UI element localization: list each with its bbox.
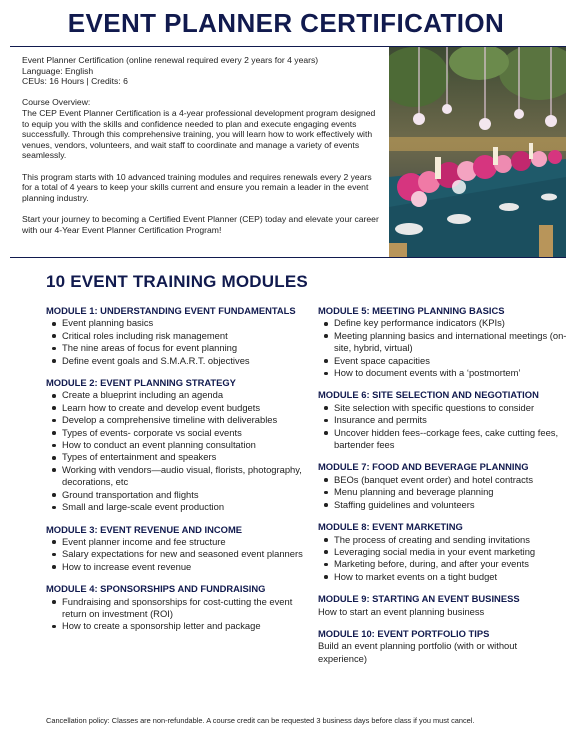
- module-7: [318, 461, 568, 511]
- module-9: [318, 593, 568, 618]
- cta-paragraph: Start your journey to becoming a Certified Event Planner (CEP) today and elevate your career with our 4-Year Event Planner Certification Program!: [22, 213, 379, 235]
- module-title: MODULE 6: SITE SELECTION AND NEGOTIATION: [318, 389, 539, 401]
- module-item: The nine areas of focus for event planning: [62, 342, 308, 354]
- module-item: How to document events with a ‘postmortem’: [334, 367, 568, 379]
- overview-paragraph: The CEP Event Planner Certification is a 4-year professional development program designed to equip you with the skills and confidence needed to plan and execute engaging events successfully. Through this comprehensive training, you will learn how to work effectively with venues, vendors, volunteers, and wait staff to coordinate and manage a variety of events seamlessly.: [22, 107, 376, 161]
- module-1: [46, 305, 308, 367]
- module-item: Learn how to create and develop event budgets: [62, 402, 308, 414]
- module-title: MODULE 10: EVENT PORTFOLIO TIPS: [318, 627, 490, 639]
- module-text: How to start an event planning business: [318, 605, 485, 617]
- module-10: [318, 628, 568, 665]
- module-item: How to market events on a tight budget: [334, 571, 568, 583]
- module-5: [318, 305, 568, 379]
- module-item: Create a blueprint including an agenda: [62, 389, 308, 401]
- module-text: Build an event planning portfolio (with or without experience): [318, 640, 518, 664]
- module-item: The process of creating and sending invitations: [334, 534, 568, 546]
- module-title: MODULE 2: EVENT PLANNING STRATEGY: [46, 377, 236, 389]
- overview-label: Course Overview:: [22, 97, 91, 108]
- language-line: Language: English: [22, 65, 94, 76]
- module-item: Marketing before, during, and after your events: [334, 558, 568, 570]
- module-item: Develop a comprehensive timeline with deliverables: [62, 414, 308, 426]
- module-6: [318, 389, 568, 451]
- module-item: Small and large-scale event production: [62, 501, 308, 513]
- modules-right-column: [318, 305, 568, 675]
- cancellation-policy: Cancellation policy: Classes are non-refundable. A course credit can be requested 3 business days before class if you must cancel.: [46, 716, 475, 725]
- module-item: Define key performance indicators (KPIs): [334, 317, 568, 329]
- event-table-photo: [389, 47, 566, 257]
- module-title: MODULE 4: SPONSORSHIPS AND FUNDRAISING: [46, 583, 266, 595]
- program-paragraph: This program starts with 10 advanced training modules and requires renewals every 2 years for a total of 4 years to keep your skills current and ensure you remain a leader in the event planning industry.: [22, 171, 372, 203]
- modules-heading: 10 EVENT TRAINING MODULES: [46, 272, 308, 291]
- module-title: MODULE 3: EVENT REVENUE AND INCOME: [46, 523, 243, 535]
- module-8: [318, 521, 568, 583]
- module-3: [46, 524, 308, 574]
- module-item: Leveraging social media in your event marketing: [334, 546, 568, 558]
- intro-text: [22, 55, 384, 235]
- intro-section: [10, 46, 566, 258]
- modules-left-column: [46, 305, 308, 643]
- module-item: Fundraising and sponsorships for cost-cutting the event return on investment (ROI): [62, 596, 308, 621]
- module-item: Event planner income and fee structure: [62, 536, 308, 548]
- module-item: Event planning basics: [62, 317, 308, 329]
- course-name-line: Event Planner Certification (online renewal required every 2 years for 4 years): [22, 55, 319, 65]
- module-item: Menu planning and beverage planning: [334, 486, 568, 498]
- module-item: Types of entertainment and speakers: [62, 451, 308, 463]
- module-2: [46, 377, 308, 513]
- module-title: MODULE 5: MEETING PLANNING BASICS: [318, 305, 505, 316]
- module-item: Event space capacities: [334, 355, 568, 367]
- module-title: MODULE 8: EVENT MARKETING: [318, 521, 463, 533]
- module-item: Working with vendors—audio visual, florists, photography, decorations, etc: [62, 464, 308, 489]
- ceu-credits-line: CEUs: 16 Hours | Credits: 6: [22, 76, 128, 87]
- module-item: Salary expectations for new and seasoned event planners: [62, 548, 308, 560]
- page-title: EVENT PLANNER CERTIFICATION: [67, 8, 505, 38]
- module-item: Staffing guidelines and volunteers: [334, 499, 568, 511]
- module-item: Insurance and permits: [334, 414, 568, 426]
- module-item: Site selection with specific questions to consider: [334, 402, 568, 414]
- module-item: Uncover hidden fees--corkage fees, cake cutting fees, bartender fees: [334, 427, 568, 452]
- module-title: MODULE 1: UNDERSTANDING EVENT FUNDAMENTALS: [46, 305, 296, 316]
- module-item: Ground transportation and flights: [62, 489, 308, 501]
- module-item: Meeting planning basics and international meetings (on-site, hybrid, virtual): [334, 329, 567, 354]
- module-title: MODULE 9: STARTING AN EVENT BUSINESS: [318, 593, 520, 605]
- module-title: MODULE 7: FOOD AND BEVERAGE PLANNING: [318, 461, 529, 473]
- module-item: BEOs (banquet event order) and hotel contracts: [334, 474, 568, 486]
- module-4: [46, 583, 308, 633]
- module-item: How to increase event revenue: [62, 561, 308, 573]
- module-item: Types of events- corporate vs social events: [62, 427, 308, 439]
- module-item: Critical roles including risk management: [62, 330, 308, 342]
- module-item: How to create a sponsorship letter and package: [62, 620, 308, 632]
- module-item: Define event goals and S.M.A.R.T. objectives: [62, 355, 308, 367]
- module-item: How to conduct an event planning consultation: [62, 439, 308, 451]
